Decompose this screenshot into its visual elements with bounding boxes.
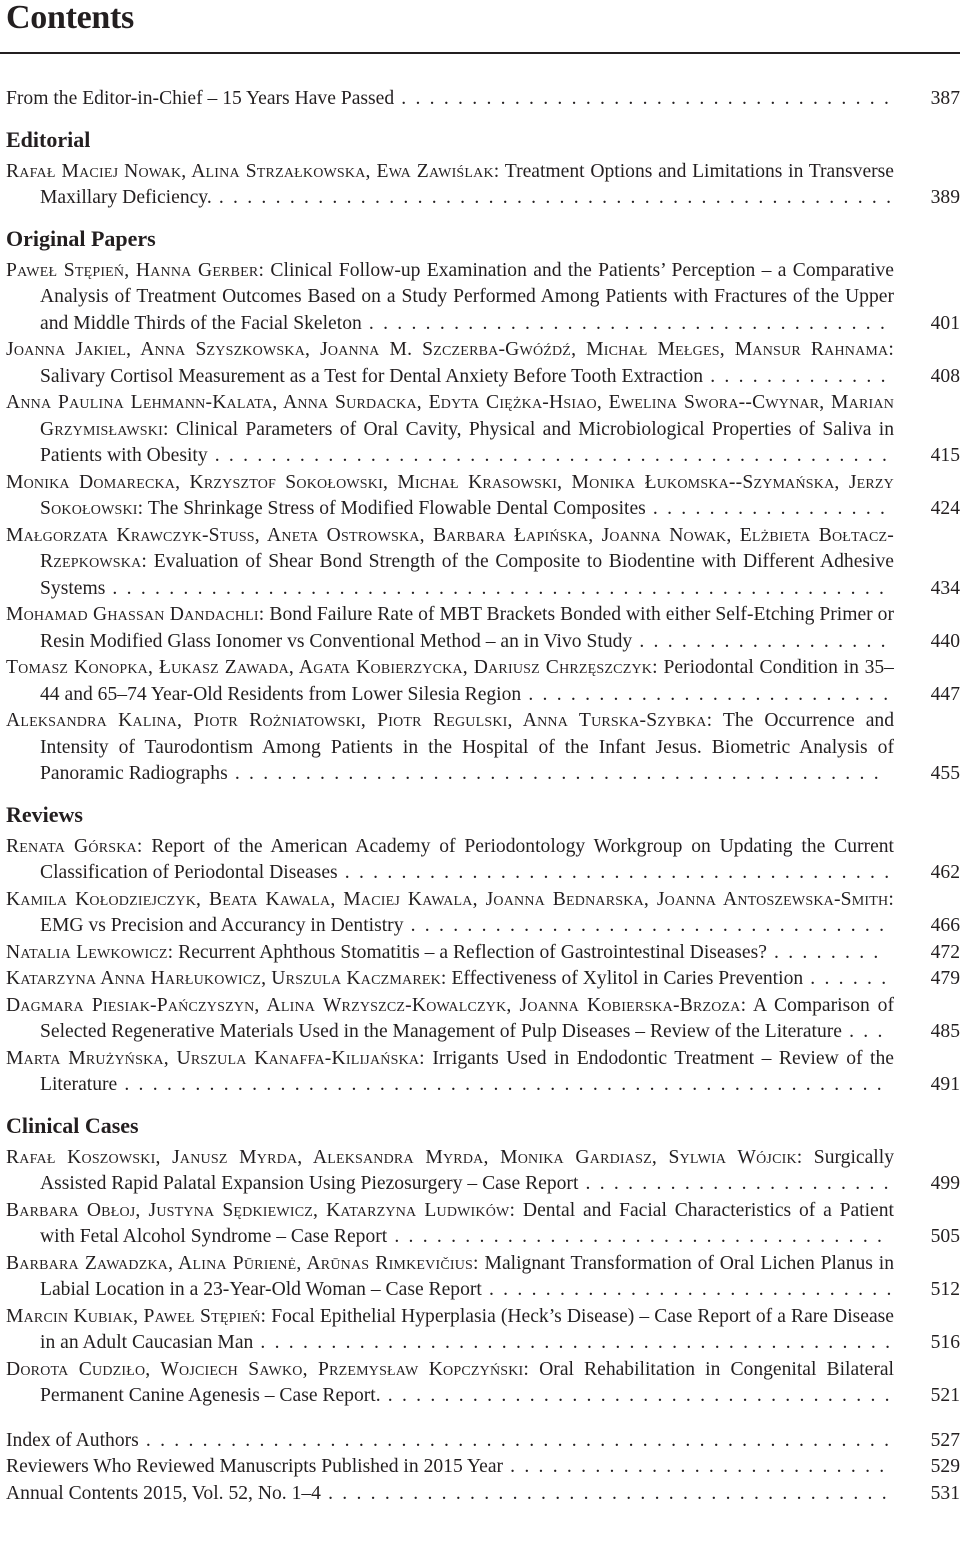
dot-leader: . . . . . . . . (766, 941, 881, 963)
page-number: 521 (930, 1385, 960, 1406)
section-heading: Clinical Cases (6, 1112, 139, 1138)
page-number: 401 (930, 312, 960, 334)
entry-authors: Barbara Zawadzka, Alina Pūrienė, Arūnas Rimkevičius: (6, 1252, 479, 1274)
dot-leader: . . . . . . . . . . . . . . . . . . . . . . . . . . . . . (481, 1279, 894, 1300)
toc-entry[interactable] (6, 1428, 960, 1455)
entry-title: Focal Epithelial Hyperplasia (Heck’s Disease) – Case Report of a Rare Disease in an Adult Caucasian Man (40, 1305, 894, 1353)
toc-entry[interactable] (6, 258, 960, 338)
dot-leader: . . . . . . . . . . . . . . . . . . (632, 630, 888, 652)
entry-authors: Aleksandra Kalina, Piotr Rożniatowski, Piotr Regulski, Anna Turska-Szybka: (6, 710, 713, 731)
dot-leader: . . . . . . . . . . . . . . . . . . . . . . . . . . . . . . . . . . . (387, 1226, 885, 1247)
entry-authors: Renata Górska: (6, 835, 143, 857)
entry-authors: Joanna Jakiel, Anna Szyszkowska, Joanna M. Szczerba-Gwóźdź, Michał Mełges, Mansur Rahnama: (6, 339, 894, 360)
page-number: 499 (930, 1173, 960, 1194)
toc-entry[interactable] (6, 1481, 960, 1508)
toc-entry[interactable] (6, 1357, 960, 1410)
section-heading: Reviews (6, 801, 83, 827)
dot-leader: . . . . . . . . . . . . . . . . . . . . . . . . . . . . . . . . . . (403, 915, 887, 936)
toc-entry[interactable] (6, 159, 960, 212)
spacer (6, 1410, 960, 1428)
toc-entry[interactable] (6, 523, 960, 603)
dot-leader: . . . . . . . . . . . . . . . . . . . . . . . . . . . . . . . . . . . . . . . . . . . . . (253, 1332, 893, 1353)
dot-leader: . . . . . . . . . . . . . . . . . (645, 498, 888, 519)
toc-entry[interactable] (6, 1454, 960, 1481)
toc-entry[interactable] (6, 1198, 960, 1251)
page-number: 479 (930, 968, 960, 989)
entry-title: Index of Authors (6, 1429, 139, 1451)
entry-authors: Barbara Obłoj, Justyna Sędkiewicz, Katarzyna Ludwików: (6, 1199, 516, 1221)
page-title: Contents (6, 0, 134, 36)
spacer (6, 1099, 960, 1109)
entry-authors: Mohamad Ghassan Dandachli: (6, 604, 265, 625)
sections (6, 113, 960, 1410)
dot-leader: . . . . . . . . . . . . . . . . . . . . . . . . . . . . . . . . . . . . (380, 1385, 892, 1406)
page-number: 424 (930, 498, 960, 519)
page-number: 462 (930, 862, 960, 883)
page-number: 466 (930, 915, 960, 936)
entry-title: Reviewers Who Reviewed Manuscripts Published in 2015 Year (6, 1456, 504, 1477)
toc-entry[interactable] (6, 708, 960, 788)
entry-title: Irrigants Used in Endodontic Treatment – Review of the Literature (40, 1047, 894, 1095)
entry-authors: Rafał Koszowski, Janusz Myrda, Aleksandra Myrda, Monika Gardiasz, Sylwia Wójcik: (6, 1146, 803, 1168)
page-number: 512 (930, 1279, 960, 1300)
dot-leader: . . . . . . . . . . . . . . . . . . . . . . . . . . . . . . . . . . . . . . . . (320, 1482, 889, 1504)
toc-entry[interactable] (6, 655, 960, 708)
dot-leader: . . . . . . . . . . . . . . . . . . . . . . . . . . . . . . . . . . . . . . . . . . . . . . (227, 763, 881, 784)
entry-title: EMG vs Precision and Accurancy in Dentistry (40, 915, 404, 936)
page-number: 485 (930, 1021, 960, 1042)
entry-title: From the Editor-in-Chief – 15 Years Have Passed (6, 88, 395, 109)
entry-title: Dental and Facial Characteristics of a Patient with Fetal Alcohol Syndrome – Case Report (40, 1199, 894, 1247)
entry-title: Clinical Follow-up Examination and the Patients’ Perception – a Comparative Analysis of Treatment Outcomes Based on a Study Performed Among Patients with Fractures of the Upper and Middle Thirds of the Facial Skeleton (40, 259, 894, 334)
table-of-contents (6, 86, 960, 1507)
dot-leader: . . . . . . . . . . . . . (703, 365, 888, 387)
page-number: 389 (930, 187, 960, 208)
title-rule (0, 52, 960, 54)
entry-authors: Małgorzata Krawczyk-Stuss, Aneta Ostrowska, Barbara Łapińska, Joanna Nowak, Elżbieta Bołtacz-Rzepkowska: (6, 524, 894, 572)
spacer (6, 212, 960, 222)
entry-authors: Dorota Cudziło, Wojciech Sawko, Przemysław Kopczyński: (6, 1358, 530, 1380)
section-heading: Original Papers (6, 225, 156, 251)
toc-entry[interactable] (6, 390, 960, 470)
toc-entry[interactable] (6, 470, 960, 523)
page-number: 491 (930, 1074, 960, 1095)
page-number: 529 (930, 1456, 960, 1477)
entry-authors: Marcin Kubiak, Paweł Stępień: (6, 1305, 267, 1327)
toc-entry[interactable] (6, 1145, 960, 1198)
entry-title: A Comparison of Selected Regenerative Materials Used in the Management of Pulp Diseases – Review of the Literature (40, 994, 894, 1042)
toc-entry[interactable] (6, 602, 960, 655)
toc-entry[interactable] (6, 887, 960, 940)
dot-leader: . . . . . . . . . . . . . . . . . . . . . . . . . . . . . . . . . . . . . . . . . . . . . . . . . . . . . . . (105, 577, 887, 599)
section-heading: Editorial (6, 126, 91, 152)
spacer (6, 113, 960, 123)
entry-authors: Marta Mrużyńska, Urszula Kanaffa-Kilijańska: (6, 1047, 425, 1069)
spacer (6, 788, 960, 798)
dot-leader: . . . . . . . . . . . . . . . . . . . . . . . . . . . . . . . . . . . . . . . . . . . . . . . . (207, 445, 890, 466)
page-number: 440 (930, 630, 960, 652)
entry-authors: Kamila Kołodziejczyk, Beata Kawala, Maciej Kawala, Joanna Bednarska, Joanna Antoszewska-Smith: (6, 888, 894, 910)
dot-leader: . . . . . . . . . . . . . . . . . . . . . . . . . . . . . . . . . . . . . . . . . . . . . . . . . . . . . (138, 1429, 892, 1451)
toc-entry[interactable] (6, 993, 960, 1046)
entry-authors: Paweł Stępień, Hanna Gerber: (6, 259, 265, 281)
entry-authors: Rafał Maciej Nowak, Alina Strzałkowska, Ewa Zawiślak: (6, 160, 500, 182)
entry-title: The Shrinkage Stress of Modified Flowable Dental Composites (143, 498, 646, 519)
page-number: 531 (930, 1482, 960, 1504)
entry-title: Evaluation of Shear Bond Strength of the Composite to Biodentine with Different Adhesive Systems (40, 551, 894, 599)
entry-title: Surgically Assisted Rapid Palatal Expansion Using Piezosurgery – Case Report (40, 1146, 894, 1194)
entry-title: Oral Rehabilitation in Congenital Bilateral Permanent Canine Agenesis – Case Report. (40, 1358, 894, 1406)
entry-authors: Tomasz Konopka, Łukasz Zawada, Agata Kobierzycka, Dariusz Chrzęszczyk: (6, 657, 658, 678)
dot-leader: . . . (842, 1021, 885, 1042)
entry-title: The Occurrence and Intensity of Taurodontism Among Patients in the Hospital of the Infant Jesus. Biometric Analysis of Panoramic Radiographs (40, 710, 894, 784)
toc-entry[interactable] (6, 337, 960, 390)
dot-leader: . . . . . . . . . . . . . . . . . . . . . . . . . . . (503, 1456, 887, 1477)
dot-leader: . . . . . . (803, 968, 889, 989)
page-number: 455 (930, 763, 960, 784)
page-number: 516 (930, 1332, 960, 1353)
page-number: 505 (930, 1226, 960, 1247)
page-number: 387 (930, 88, 960, 109)
toc-entry[interactable] (6, 1046, 960, 1099)
page-number: 527 (930, 1429, 960, 1451)
entry-authors: Dagmara Piesiak-Pańczyszyn, Alina Wrzyszcz-Kowalczyk, Joanna Kobierska-Brzoza: (6, 994, 747, 1016)
entry-title: Salivary Cortisol Measurement as a Test for Dental Anxiety Before Tooth Extraction (40, 365, 704, 387)
dot-leader: . . . . . . . . . . . . . . . . . . . . . . (578, 1173, 891, 1194)
page-number: 434 (930, 577, 960, 599)
dot-leader: . . . . . . . . . . . . . . . . . . . . . . . . . . . . . . . . . . . . . . . . . . . . . . . . (211, 187, 894, 208)
entry-authors: Natalia Lewkowicz: (6, 941, 174, 963)
entry-title: Effectiveness of Xylitol in Caries Prevention (446, 968, 804, 989)
entry-title: Periodontal Condition in 35–44 and 65–74 Year-Old Residents from Lower Silesia Region (40, 657, 894, 705)
toc-entry[interactable] (6, 1304, 960, 1357)
entry-authors: Monika Domarecka, Krzysztof Sokołowski, Michał Krasowski, Monika Łukomska--Szymańska, Jerzy Sokołowski: (6, 471, 894, 519)
toc-entry[interactable] (6, 1251, 960, 1304)
entry-authors: Anna Paulina Lehmann-Kalata, Anna Surdacka, Edyta Ciężka-Hsiao, Ewelina Swora--Cwynar, Marian Grzymisławski: (6, 392, 894, 440)
toc-entry-intro[interactable] (6, 86, 960, 113)
toc-entry[interactable] (6, 834, 960, 887)
dot-leader: . . . . . . . . . . . . . . . . . . . . . . . . . . . . . . . . . . . . . (361, 312, 888, 334)
entry-title: Annual Contents 2015, Vol. 52, No. 1–4 (6, 1482, 321, 1504)
dot-leader: . . . . . . . . . . . . . . . . . . . . . . . . . . . . . . . . . . . (394, 88, 892, 109)
entry-title: Report of the American Academy of Periodontology Workgroup on Updating the Current Classification of Periodontal Diseases (40, 835, 894, 883)
entry-title: Clinical Parameters of Oral Cavity, Physical and Microbiological Properties of Saliva in Patients with Obesity (40, 418, 894, 466)
entry-authors: Katarzyna Anna Harłukowicz, Urszula Kaczmarek: (6, 968, 447, 989)
dot-leader: . . . . . . . . . . . . . . . . . . . . . . . . . . . . . . . . . . . . . . . . . . . . . . . . . . . . . . (117, 1074, 884, 1095)
page-number: 447 (930, 683, 960, 705)
toc-entry[interactable] (6, 966, 960, 993)
back-matter (6, 1428, 960, 1508)
page-number: 408 (930, 365, 960, 387)
entry-title: Bond Failure Rate of MBT Brackets Bonded with either Self-Etching Primer or Resin Modified Glass Ionomer vs Conventional Method – an in Vivo Study (40, 604, 894, 652)
page-number: 472 (930, 941, 960, 963)
dot-leader: . . . . . . . . . . . . . . . . . . . . . . . . . . . . . . . . . . . . . . . (337, 862, 892, 883)
toc-entry[interactable] (6, 940, 960, 967)
dot-leader: . . . . . . . . . . . . . . . . . . . . . . . . . . (521, 683, 891, 705)
entry-title: Malignant Transformation of Oral Lichen Planus in Labial Location in a 23-Year-Old Woman – Case Report (40, 1252, 894, 1300)
entry-title: Recurrent Aphthous Stomatitis – a Reflection of Gastrointestinal Diseases? (173, 941, 767, 963)
page-number: 415 (930, 445, 960, 466)
entry-title: Treatment Options and Limitations in Transverse Maxillary Deficiency. (40, 160, 894, 208)
